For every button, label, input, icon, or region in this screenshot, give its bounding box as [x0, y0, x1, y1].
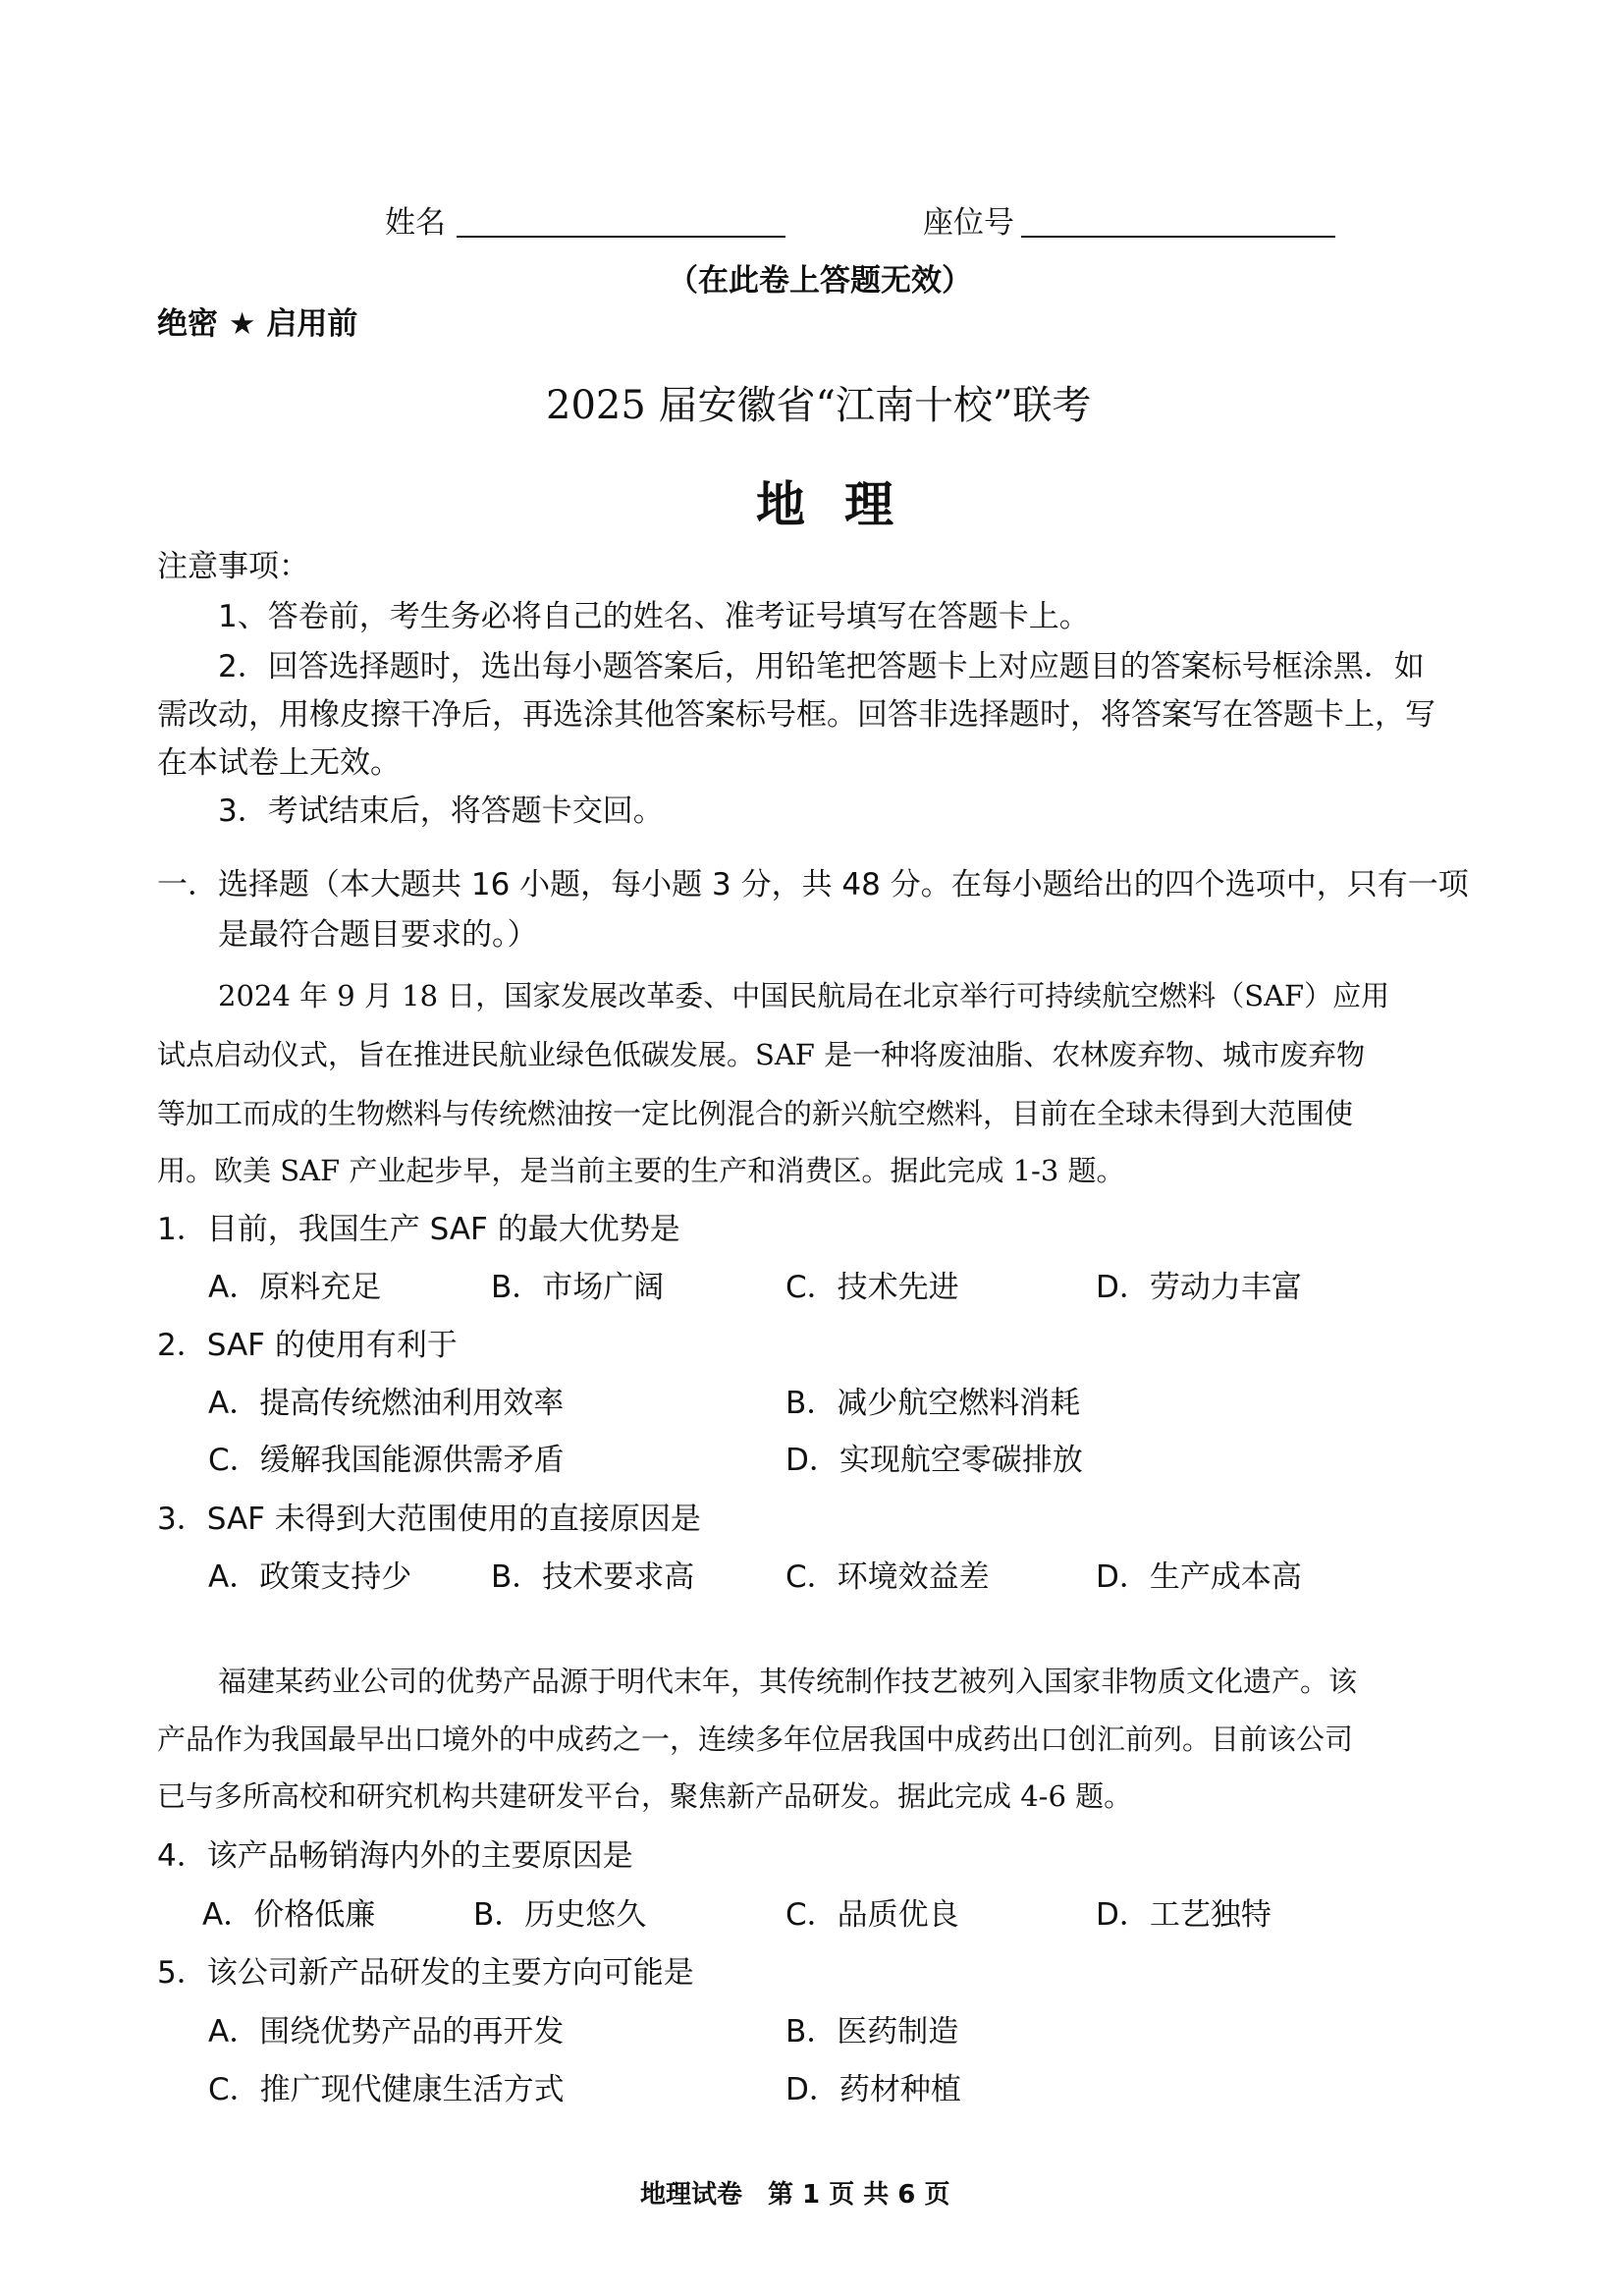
passage-2-line: 产品作为我国最早出口境外的中成药之一，连续多年位居我国中成药出口创汇前列。目前该公司: [157, 1722, 1354, 1756]
question-1-option-d: D．劳动力丰富: [1096, 1270, 1302, 1305]
passage-1-line: 2024 年 9 月 18 日，国家发展改革委、中国民航局在北京举行可持续航空燃料（SAF）应用: [218, 979, 1390, 1012]
question-1-option-a: A．原料充足: [208, 1270, 382, 1305]
notice-item-2-cont: 需改动，用橡皮擦干净后，再选涂其他答案标号框。回答非选择题时，将答案写在答题卡上，写: [157, 697, 1435, 733]
question-5-option-b: B．医药制造: [785, 2014, 959, 2050]
notice-item-1: 1、答卷前，考生务必将自己的姓名、准考证号填写在答题卡上。: [218, 599, 1090, 634]
notice-heading: 注意事项：: [157, 549, 309, 584]
question-3-option-d: D．生产成本高: [1096, 1559, 1302, 1595]
notice-item-2-cont: 在本试卷上无效。: [157, 745, 401, 781]
question-2-option-c: C．缓解我国能源供需矛盾: [208, 1443, 565, 1478]
section-heading: 一．选择题（本大题共 16 小题，每小题 3 分，共 48 分。在每小题给出的四个选项中，只有一项: [157, 867, 1469, 902]
name-blank: [457, 236, 785, 238]
question-1-option-b: B．市场广阔: [491, 1270, 665, 1305]
passage-2-line: 福建某药业公司的优势产品源于明代末年，其传统制作技艺被列入国家非物质文化遗产。该: [218, 1665, 1358, 1698]
passage-1-line: 用。欧美 SAF 产业起步早，是当前主要的生产和消费区。据此完成 1-3 题。: [157, 1154, 1125, 1187]
question-5-option-a: A．围绕优势产品的再开发: [208, 2014, 565, 2050]
subject-title: 地理: [756, 476, 933, 533]
question-2-option-d: D．实现航空零碳排放: [785, 1443, 1083, 1478]
secret-mark: 绝密 ★ 启用前: [157, 306, 358, 342]
question-2-stem: 2．SAF 的使用有利于: [157, 1328, 458, 1363]
seat-blank: [1021, 236, 1335, 238]
passage-1-line: 等加工而成的生物燃料与传统燃油按一定比例混合的新兴航空燃料，目前在全球未得到大范围使: [157, 1097, 1354, 1130]
question-4-option-a: A．价格低廉: [202, 1897, 376, 1933]
section-heading-cont: 是最符合题目要求的。）: [218, 917, 538, 953]
question-5-stem: 5．该公司新产品研发的主要方向可能是: [157, 1955, 694, 1991]
notice-item-2: 2．回答选择题时，选出每小题答案后，用铅笔把答题卡上对应题目的答案标号框涂黑．如: [218, 649, 1425, 684]
question-3-option-b: B．技术要求高: [491, 1559, 695, 1595]
question-1-option-c: C．技术先进: [785, 1270, 959, 1305]
page-footer: 地理试卷 第 1 页 共 6 页: [640, 2180, 950, 2210]
question-3-option-c: C．环境效益差: [785, 1559, 990, 1595]
question-4-stem: 4．该产品畅销海内外的主要原因是: [157, 1838, 633, 1874]
question-2-option-b: B．减少航空燃料消耗: [785, 1386, 1081, 1421]
question-4-option-d: D．工艺独特: [1096, 1897, 1271, 1933]
question-5-option-c: C．推广现代健康生活方式: [208, 2072, 565, 2107]
question-2-option-a: A．提高传统燃油利用效率: [208, 1386, 565, 1421]
question-3-option-a: A．政策支持少: [208, 1559, 412, 1595]
question-3-stem: 3．SAF 未得到大范围使用的直接原因是: [157, 1502, 701, 1537]
exam-title: 2025 届安徽省“江南十校”联考: [546, 383, 1092, 428]
question-4-option-c: C．品质优良: [785, 1897, 959, 1933]
question-4-option-b: B．历史悠久: [473, 1897, 647, 1933]
invalid-note: （在此卷上答题无效）: [668, 263, 972, 299]
passage-2-line: 已与多所高校和研究机构共建研发平台，聚焦新产品研发。据此完成 4-6 题。: [157, 1779, 1133, 1813]
question-5-option-d: D．药材种植: [785, 2072, 961, 2107]
notice-item-3: 3．考试结束后，将答题卡交回。: [218, 793, 664, 829]
passage-1-line: 试点启动仪式，旨在推进民航业绿色低碳发展。SAF 是一种将废油脂、农林废弃物、城市废弃物: [157, 1038, 1366, 1071]
name-label: 姓名: [385, 205, 446, 241]
question-1-stem: 1．目前，我国生产 SAF 的最大优势是: [157, 1212, 680, 1247]
seat-label: 座位号: [923, 205, 1014, 241]
